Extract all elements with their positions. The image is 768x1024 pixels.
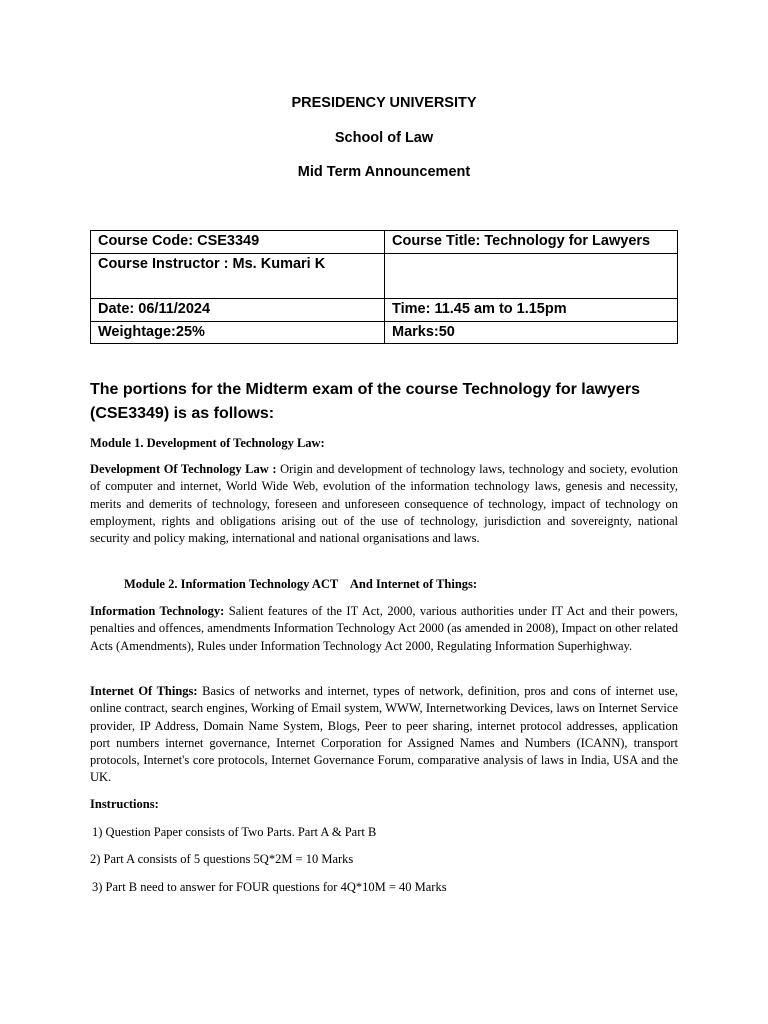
module1-label: Development Of Technology Law : [90,462,277,476]
iot-label: Internet Of Things: [90,684,198,698]
instruction-item: 3) Part B need to answer for FOUR questions for 4Q*10M = 40 Marks [92,880,447,894]
table-row [91,322,678,344]
module1-paragraph [90,461,678,547]
it-text: Salient features of the IT Act, 2000, various authorities under IT Act and their powers, penalties and offences, amendments Information Technology Act 2000 (as amended in 2008), Impact on other related Acts (Amendments), Rules under Information Technology Act 2000, Regulating Information Superhighway. [90,604,678,653]
iot-text: Basics of networks and internet, types of network, definition, pros and cons of internet use, online contract, search engines, Working of Email system, WWW, Internetworking Devices, laws on Internet Service provider, IP Address, Domain Name System, Blogs, Peer to peer sharing, internet protocol addresses, application port numbers internet governance, Internet Corporation for Assigned Names and Numbers (ICANN), transport protocols, Internet's core protocols, Internet Governance Forum, comparative analysis of laws in India, USA and the UK. [90,684,679,785]
table-row [91,231,678,254]
marks-cell: Marks:50 [385,322,678,344]
table-row [91,299,678,322]
instruction-item: 2) Part A consists of 5 questions 5Q*2M = 10 Marks [90,852,354,866]
module1-title: Module 1. Development of Technology Law: [90,436,325,450]
course-title-cell: Course Title: Technology for Lawyers [385,231,678,254]
iot-paragraph [90,683,678,787]
empty-cell [385,254,678,299]
weightage-cell: Weightage:25% [91,322,385,344]
table-row [91,254,678,299]
module1-text: Origin and development of technology laws, technology and society, evolution of computer and internet, World Wide Web, evolution of the information technology laws, genesis and necessity, merits and demerits of technology, foreseen and unforeseen consequence of technology, impact of technology on employment, rights and obligations arising out of the use of technology, jurisdiction and sovereignty, national security and policy making, international and national organisations and laws. [90,462,678,546]
time-cell: Time: 11.45 am to 1.15pm [385,299,678,322]
date-cell: Date: 06/11/2024 [91,299,385,322]
module2-title: Module 2. Information Technology ACT And Internet of Things: [124,577,478,591]
course-code-cell: Course Code: CSE3349 [91,231,385,254]
course-info-table [90,230,678,344]
it-paragraph [90,603,678,655]
it-label: Information Technology: [90,604,225,618]
announcement-title: Mid Term Announcement [297,164,471,180]
portions-heading: The portions for the Midterm exam of the course Technology for lawyers (CSE3349) is as follows: [90,381,641,422]
instructions-title: Instructions: [90,797,159,811]
school-title: School of Law [334,130,434,146]
instruction-item: 1) Question Paper consists of Two Parts. Part A & Part B [92,825,377,839]
course-instructor-cell: Course Instructor : Ms. Kumari K [91,254,385,299]
university-title: PRESIDENCY UNIVERSITY [291,95,477,111]
